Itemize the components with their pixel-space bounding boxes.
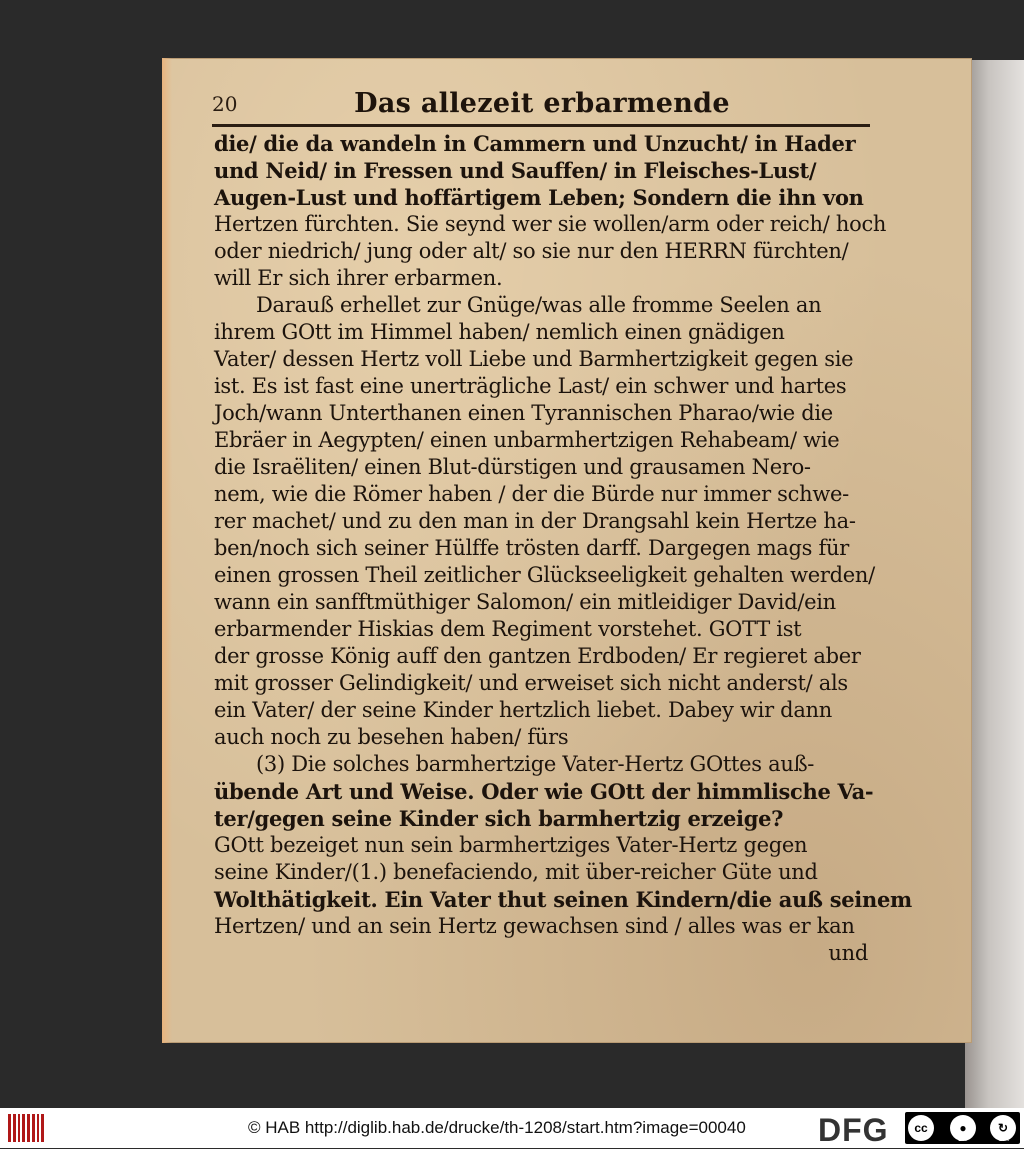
- text-line: Hertzen fürchten. Sie seynd wer sie wollen/arm oder reich/ hoch: [214, 212, 887, 236]
- sa-share-icon: ↻: [990, 1115, 1016, 1141]
- dfg-logo: DFG: [818, 1112, 889, 1148]
- text-line: Augen-Lust und hoffärtigem Leben; Sondern die ihn von: [214, 185, 864, 210]
- page-number: 20: [212, 92, 238, 116]
- text-line: mit grosser Gelindigkeit/ und erweiset sich nicht anderst/ als: [214, 671, 848, 695]
- adjacent-page-edge: [965, 60, 1024, 1108]
- text-line: der grosse König auff den gantzen Erdboden/ Er regieret aber: [214, 644, 861, 668]
- body-text: [214, 130, 912, 967]
- text-line: und: [828, 941, 868, 965]
- text-line: erbarmender Hiskias dem Regiment vorstehet. GOTT ist: [214, 617, 802, 641]
- text-line: wann ein sanfftmüthiger Salomon/ ein mitleidiger David/ein: [214, 590, 836, 614]
- footer-bar: [0, 1108, 1024, 1148]
- sa-label: SA: [998, 1134, 1009, 1143]
- text-line: Hertzen/ und an sein Hertz gewachsen sind / alles was er kan: [214, 914, 855, 938]
- copyright-link[interactable]: © HAB http://diglib.hab.de/drucke/th-1208/start.htm?image=00040: [248, 1118, 746, 1137]
- text-line: Vater/ dessen Hertz voll Liebe und Barmhertzigkeit gegen sie: [214, 347, 854, 371]
- cc-icon: cc: [908, 1115, 934, 1141]
- text-line: ein Vater/ der seine Kinder hertzlich liebet. Dabey wir dann: [214, 698, 832, 722]
- text-line: will Er sich ihrer erbarmen.: [214, 266, 503, 290]
- text-line: GOtt bezeiget nun sein barmhertziges Vater-Hertz gegen: [214, 833, 808, 857]
- text-line: die Israëliten/ einen Blut-dürstigen und grausamen Nero-: [214, 455, 811, 479]
- running-title: Das allezeit erbarmende: [354, 88, 730, 119]
- text-line: Darauß erhellet zur Gnüge/was alle fromme Seelen an: [256, 293, 822, 317]
- by-person-icon: ●: [950, 1115, 976, 1141]
- text-line: ter/gegen seine Kinder sich barmhertzig erzeige?: [214, 806, 784, 831]
- text-line: Wolthätigkeit. Ein Vater thut seinen Kindern/die auß seinem: [214, 887, 912, 912]
- text-line: übende Art und Weise. Oder wie GOtt der himmlische Va-: [214, 779, 874, 804]
- text-line: Ebräer in Aegypten/ einen unbarmhertzigen Rehabeam/ wie: [214, 428, 840, 452]
- text-line: seine Kinder/(1.) benefaciendo, mit über-reicher Güte und: [214, 860, 818, 884]
- text-line: rer machet/ und zu den man in der Drangsahl kein Hertze ha-: [214, 509, 856, 533]
- text-line: oder niedrich/ jung oder alt/ so sie nur den HERRN fürchten/: [214, 239, 849, 263]
- cc-license-badge[interactable]: [905, 1112, 1020, 1144]
- text-line: einen grossen Theil zeitlicher Glückseeligkeit gehalten werden/: [214, 563, 875, 587]
- text-line: nem, wie die Römer haben / der die Bürde nur immer schwe-: [214, 482, 849, 506]
- text-line: und Neid/ in Fressen und Sauffen/ in Fleisches-Lust/: [214, 158, 817, 183]
- running-head: [212, 88, 872, 124]
- text-line: ben/noch sich seiner Hülffe trösten darff. Dargegen mags für: [214, 536, 849, 560]
- header-rule: [212, 124, 870, 127]
- by-label: BY: [958, 1134, 969, 1143]
- text-line: (3) Die solches barmhertzige Vater-Hertz GOttes auß-: [256, 752, 815, 776]
- text-line: auch noch zu besehen haben/ fürs: [214, 725, 569, 749]
- text-line: die/ die da wandeln in Cammern und Unzucht/ in Hader: [214, 131, 856, 156]
- hab-logo-icon: [8, 1114, 44, 1142]
- text-line: ihrem GOtt im Himmel haben/ nemlich einen gnädigen: [214, 320, 785, 344]
- page-binding-edge: [162, 58, 172, 1043]
- text-line: Joch/wann Unterthanen einen Tyrannischen Pharao/wie die: [214, 401, 833, 425]
- text-line: ist. Es ist fast eine unerträgliche Last/ ein schwer und hartes: [214, 374, 847, 398]
